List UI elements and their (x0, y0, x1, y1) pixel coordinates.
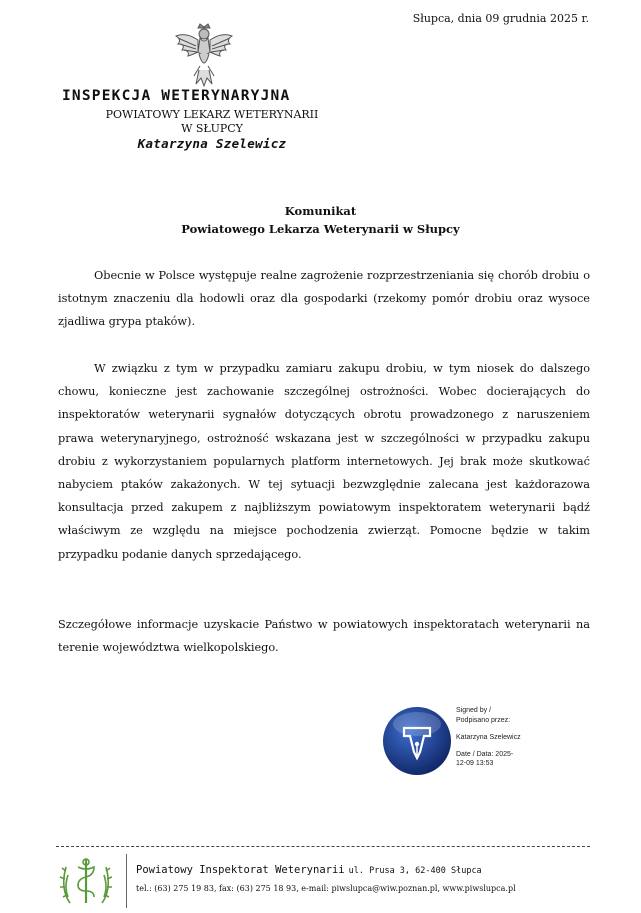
official-name: Katarzyna Szelewicz (137, 136, 287, 151)
position-line-2: W SŁUPCY (181, 122, 243, 135)
footer-separator (126, 854, 127, 908)
official-position (62, 108, 362, 136)
digital-signature-badge-icon (382, 706, 452, 776)
signer-name: Katarzyna Szelewicz (456, 734, 521, 741)
footer-address: ul. Prusa 3, 62-400 Słupca (348, 866, 482, 876)
footer-divider (56, 846, 590, 847)
signature-details (456, 706, 566, 769)
footer-contacts: tel.: (63) 275 19 83, fax: (63) 275 18 93, e-mail: piwslupca@wiw.poznan.pl, www.piwslupca.pl (136, 884, 516, 893)
paragraph-caution: W związku z tym w przypadku zamiaru zakupu drobiu, w tym niosek do dalszego chowu, konieczne jest zachowanie szczególnej ostrożności. Wobec docierających do inspektoratów weterynarii sygnałów dotyczących obrotu prowadzonego z naruszeniem prawa weterynaryjnego, ostrożność wskazana jest w szczególności w przypadku zakupu drobiu z wykorzystaniem popularnych platform internetowych. Jej brak może skutkować nabyciem ptaków zakażonych. W tej sytuacji bezwzględnie zalecana jest każdorazowa konsultacja przed zakupem z najbliższym powiatowym inspektoratem weterynarii bądź właściwym ze względu na miejsce pochodzenia zwierząt. Pomocne będzie w takim przypadku podanie danych sprzedającego. (58, 362, 590, 561)
veterinary-inspection-logo-icon (56, 853, 116, 909)
document-date: Słupca, dnia 09 grudnia 2025 r. (412, 12, 589, 25)
paragraph-threat: Obecnie w Polsce występuje realne zagrożenie rozprzestrzeniania się chorób drobiu o istotnym znaczeniu dla hodowli oraz dla gospodarki (rzekomy pomór drobiu oraz wysoce zjadliwa grypa ptaków). (58, 269, 590, 329)
document-subtitle: Powiatowego Lekarza Weterynarii w Słupcy (181, 222, 460, 236)
footer-office-name: Powiatowy Inspektorat Weterynarii (136, 864, 345, 876)
signed-by-label: Signed by / Podpisano przez: (456, 707, 511, 724)
signature-date: Date / Data: 2025- 12-09 13:53 (456, 750, 514, 767)
polish-eagle-emblem-icon (172, 22, 236, 90)
document-title: Komunikat (284, 204, 357, 218)
footer-office (136, 864, 482, 876)
organization-name: INSPEKCJA WETERYNARYJNA (62, 88, 291, 104)
paragraph-information: Szczegółowe informacje uzyskacie Państwo w powiatowych inspektoratach weterynarii na terenie województwa wielkopolskiego. (58, 618, 590, 655)
position-line-1: POWIATOWY LEKARZ WETERYNARII (105, 108, 319, 121)
